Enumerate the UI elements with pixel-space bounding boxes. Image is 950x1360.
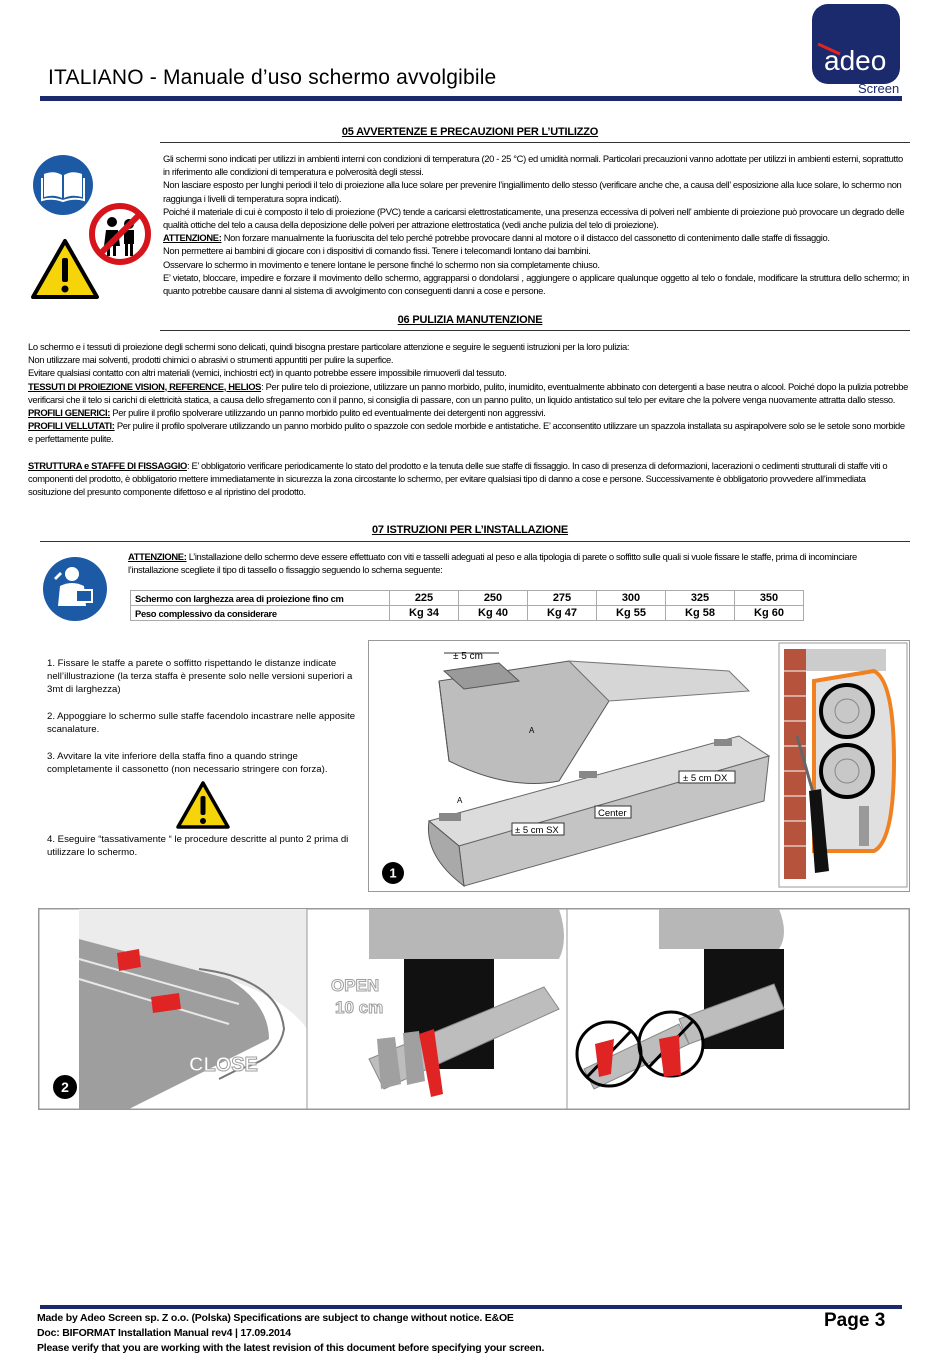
diag2-close-label: CLOSE bbox=[189, 1054, 258, 1076]
weight-40: Kg 40 bbox=[459, 606, 528, 621]
install-steps bbox=[47, 657, 359, 790]
section-07-title: 07 ISTRUZIONI PER L’INSTALLAZIONE bbox=[371, 524, 569, 536]
s05-line-4: Non permettere ai bambini di giocare con i dispositivi di comando fissi. Tenere i telecomandi lontano dai bambini. bbox=[163, 245, 591, 257]
s05-attention bbox=[163, 231, 909, 244]
step-1: 1. Fissare le staffe a parete o soffitto rispettando le distanze indicate nell’illustrazione (la terza staffa è presente solo nelle versioni superiori a 3mt di larghezza) bbox=[47, 658, 353, 695]
warning-icon bbox=[30, 238, 100, 300]
logo-sub: Screen bbox=[858, 81, 900, 94]
s06-intro-2: Non utilizzare mai solventi, prodotti chimici o abrasivi o strumenti appuntiti per pulire la superfice. bbox=[28, 354, 394, 366]
read-manual-icon bbox=[32, 154, 94, 216]
step-4: 4. Eseguire “tassativamente “ le procedure descritte al punto 2 prima di utilizzare lo schermo. bbox=[47, 834, 349, 858]
s07-attention-label: ATTENZIONE: bbox=[128, 551, 187, 562]
s05-attention-text: Non forzare manualmente la fuoriuscita del telo perché potrebbe provocare danni al motore o il distacco del cassonetto di contenimento dalle staffe di fissaggio. bbox=[221, 232, 830, 244]
logo-word: adeo bbox=[824, 45, 887, 76]
table-row2-label: Peso complessivo da considerare bbox=[131, 606, 390, 621]
table-row bbox=[131, 591, 804, 606]
header-rule bbox=[40, 96, 902, 101]
s06-generici-label: PROFILI GENERICI: bbox=[28, 407, 111, 419]
page-title: ITALIANO - Manuale d’uso schermo avvolgibile bbox=[48, 66, 497, 89]
s06-intro-1: Lo schermo e i tessuti di proiezione degli schermi sono delicati, quindi bisogna prestare particolare attenzione e seguire le seguenti istruzioni per la loro pulizia: bbox=[28, 341, 630, 352]
width-250: 250 bbox=[459, 591, 528, 606]
step-warning-icon bbox=[175, 780, 231, 830]
section-06-title: 06 PULIZIA MANUTENZIONE bbox=[397, 314, 543, 326]
section-05-rule bbox=[160, 142, 910, 143]
install-step-4-wrap bbox=[47, 833, 359, 873]
step-3: 3. Avvitare la vite inferiore della staffa fino a quando stringe completamente il cassonetto (non necessario stringere con forza). bbox=[47, 751, 328, 775]
diag1-label-dx: ± 5 cm DX bbox=[683, 773, 728, 784]
table-row1-label: Schermo con larghezza area di proiezione fino cm bbox=[131, 591, 390, 606]
s07-attention-text: L’installazione dello schermo deve essere effettuato con viti e tasselli adeguati al peso e alla tipologia di parete o soffitto sulle quali si vuole fissare le staffe, prima di incominciare l’installazione scegliete il tipo di tassello o fissaggio seguendo lo schema seguente: bbox=[128, 551, 857, 576]
s06-tessuti-label: TESSUTI DI PROIEZIONE VISION, REFERENCE, HELIOS bbox=[28, 380, 262, 392]
footer-line-1: Made by Adeo Screen sp. Z o.o. (Polska) Specifications are subject to change without notice. E&OE bbox=[37, 1312, 514, 1324]
section-07-attention bbox=[128, 550, 908, 576]
adeo-logo bbox=[812, 4, 900, 94]
table-row bbox=[131, 606, 804, 621]
s06-intro-3: Evitare qualsiasi contatto con altri materiali (vernici, inchiostri ect) in quanto potrebbe essere impossibile rimuoverli dal tessuto. bbox=[28, 367, 507, 379]
s05-line-5: Osservare lo schermo in movimento e tenere lontane le persone finché lo schermo non sia completamente chiuso. bbox=[163, 258, 600, 270]
s05-line-2: Non lasciare esposto per lunghi periodi il telo di proiezione alla luce solare per prevenire l’ingiallimento dello stesso (verificare anche che, a causa dell’ esposizione alla luce solare, lo schermo non raggiunga i livelli di temperatura sopra indicati). bbox=[163, 179, 902, 204]
footer-text bbox=[37, 1311, 544, 1356]
diag2-open-label2: 10 cm bbox=[335, 998, 384, 1017]
section-07-rule bbox=[40, 541, 910, 542]
diag2-open-label1: OPEN bbox=[331, 976, 380, 995]
s05-line-1: Gli schermi sono indicati per utilizzi in ambienti interni con condizioni di temperatura (20 - 25 °C) ed umidità normali. Particolari precauzioni vanno adottate per utilizzi in ambienti esterni, soprattutto in riferimento alle condizioni di temperatura e polverosità degli stessi. bbox=[163, 153, 903, 178]
lock-position-diagram bbox=[38, 908, 910, 1110]
weight-table bbox=[130, 590, 804, 621]
bracket-installation-diagram bbox=[368, 640, 910, 892]
s06-struttura-label: STRUTTURA e STAFFE DI FISSAGGIO bbox=[28, 459, 187, 471]
installer-manual-icon bbox=[42, 556, 108, 622]
width-325: 325 bbox=[666, 591, 735, 606]
s05-line-6: E’ vietato, bloccare, impedire e forzare il movimento dello schermo, aggrapparsi o dondolarsi , aggiungere o applicare qualunque oggetto al telo o fondale, modificare la struttura dello schermo; in quanto potrebbe causare danni al sistema di avvolgimento con conseguenti danni a cose e persone. bbox=[163, 271, 909, 297]
diag1-marker: 1 bbox=[389, 865, 397, 881]
diag1-label-a2: A bbox=[457, 796, 463, 805]
diag1-label-center: Center bbox=[598, 808, 627, 819]
width-300: 300 bbox=[597, 591, 666, 606]
section-05-title: 05 AVVERTENZE E PRECAUZIONI PER L’UTILIZZO bbox=[341, 126, 599, 138]
width-225: 225 bbox=[390, 591, 459, 606]
section-05-body bbox=[163, 152, 909, 297]
weight-55: Kg 55 bbox=[597, 606, 666, 621]
weight-60: Kg 60 bbox=[735, 606, 804, 621]
s06-tessuti-text: : Per pulire telo di proiezione, utilizzare un panno morbido, pulito, inumidito, eventualmente abbinato con detergenti a base neutra o alcool. Poiché dopo la pulizia potrebbe verificarsi che il telo si carichi di elettricità statica, a causa dello sfregamento con il panno, si consiglia di passare, con un panno pulito, un liquido antistatico sul telo per evitare che la polvere venga nuovamente attratta dallo stesso. bbox=[28, 380, 908, 405]
footer-line-2: Doc: BIFORMAT Installation Manual rev4 | 17.09.2014 bbox=[37, 1327, 291, 1339]
footer-rule bbox=[40, 1305, 902, 1309]
width-350: 350 bbox=[735, 591, 804, 606]
weight-34: Kg 34 bbox=[390, 606, 459, 621]
s06-vellutati-label: PROFILI VELLUTATI: bbox=[28, 420, 115, 432]
s06-vellutati-text: Per pulire il profilo spolverare utilizzando un panno morbido pulito o spazzole con sedole morbide e antistatiche. E’ acconsentito utilizzare un spazzola installata su aspirapolvere solo se le setole sono morbide e perfettamente pulite. bbox=[28, 420, 905, 445]
step-2: 2. Appoggiare lo schermo sulle staffe facendolo incastrare nelle apposite scanalature. bbox=[47, 711, 356, 735]
weight-58: Kg 58 bbox=[666, 606, 735, 621]
s05-line-3: Poiché il materiale di cui è composto il telo di proiezione (PVC) tende a caricarsi elettrostaticamente, una presenza eccessiva di polveri nell’ ambiente di proiezione può provocare un degrado delle qualità ottiche del telo a causa della deposizione delle polveri per attrazione elettrostatica (vedi anche pulizia del telo di proiezione). bbox=[163, 205, 905, 231]
section-06-body bbox=[28, 340, 908, 498]
diag1-label-top: ± 5 cm bbox=[453, 651, 483, 662]
s06-generici-text: Per pulire il profilo spolverare utilizzando un panno morbido pulito ed eventualmente dei detergenti non aggressivi. bbox=[110, 407, 546, 419]
diag1-label-sx: ± 5 cm SX bbox=[515, 825, 559, 836]
diag1-label-a1: A bbox=[529, 726, 535, 735]
footer-line-3: Please verify that you are working with the latest revision of this document before specifying your screen. bbox=[37, 1342, 545, 1354]
page-number: Page 3 bbox=[824, 1310, 886, 1331]
diag2-marker: 2 bbox=[61, 1079, 69, 1095]
section-06-rule bbox=[160, 330, 910, 331]
s05-attention-label: ATTENZIONE: bbox=[163, 232, 222, 244]
weight-47: Kg 47 bbox=[528, 606, 597, 621]
width-275: 275 bbox=[528, 591, 597, 606]
s06-struttura-text: : E’ obbligatorio verificare periodicamente lo stato del prodotto e la tenuta delle sue staffe di fissaggio. In caso di presenza di deformazioni, lacerazioni o cedimenti strutturali di staffe viti o componenti del prodotto, è obbligatorio mettere immediatamente in sicurezza la zona circostante lo schermo, per evitare qualsiasi tipo di danno a cose e persone. Successivamente è obbligatorio provvedere all’immediata sosituzione del presunto componente difettoso e al ripristino del prodotto. bbox=[28, 459, 888, 498]
